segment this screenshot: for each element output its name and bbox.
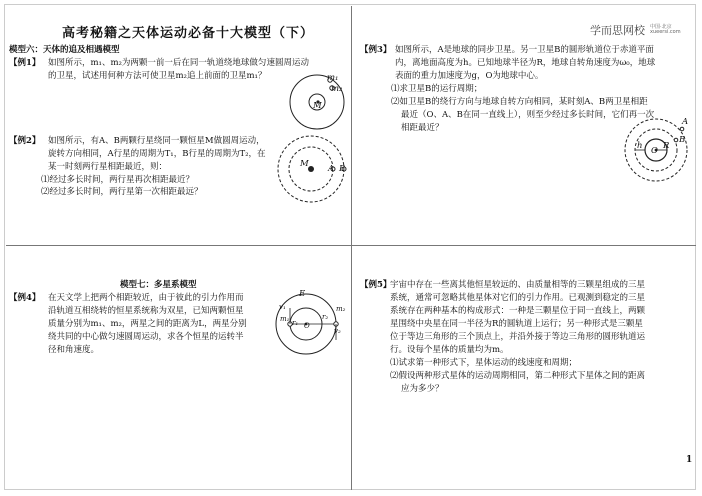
q2-fig-label-A: A xyxy=(328,164,335,174)
q5-text-line-5: 位于等边三角形的三个顶点上，并沿外接于等边三角形的圆形轨道运 xyxy=(390,332,646,342)
q5-label: 【例5】 xyxy=(360,280,392,290)
q3-text-line-3: 表面的重力加速度为g，O为地球中心。 xyxy=(395,71,544,81)
q1-fig-label-m1: m₁ xyxy=(327,73,339,83)
q3-fig-label-A: A xyxy=(682,117,689,127)
q5-subquestion-2-line-2: 应为多少？ xyxy=(401,384,444,394)
q4-label: 【例4】 xyxy=(9,293,41,303)
q3-text-line-1: 如图所示，A是地球的同步卫星。另一卫星B的圆形轨道位于赤道平面 xyxy=(395,45,654,55)
q5-text-line-6: 行。设每个星体的质量均为m。 xyxy=(390,345,509,355)
q5-text-line-3: 系统存在两种基本的构成形式：一种是三颗星位于同一直线上，两颗 xyxy=(390,306,646,316)
q4-text-line-3: 质量分别为m₁、m₂，两星之间的距离为L，两星分别 xyxy=(48,319,247,329)
q4-text-line-2: 沿轨道互相绕转的恒星系统称为双星，已知两颗恒星 xyxy=(48,306,244,316)
q2-fig-label-B: B xyxy=(339,164,346,174)
q3-label: 【例3】 xyxy=(360,45,392,55)
q4-fig-label-r2: r₂ xyxy=(322,313,329,321)
q2-label: 【例2】 xyxy=(9,136,41,146)
q3-fig-label-B: B xyxy=(679,135,686,145)
q3-subquestion-2-line-2: 最近（O、A、B在同一直线上），则至少经过多长时间，它们再一次 xyxy=(401,110,655,120)
vertical-divider xyxy=(351,6,352,490)
q2-subquestion-1: ⑴经过多长时间，两行星再次相距最近？ xyxy=(41,175,195,185)
page-number: 1 xyxy=(686,455,693,465)
q3-subquestion-2-line-1: ⑵如卫星B的绕行方向与地球自转方向相同，某时刻A、B两卫星相距 xyxy=(391,97,648,107)
q2-subquestion-2: ⑵经过多长时间，两行星第一次相距最远？ xyxy=(41,187,203,197)
q4-fig-label-m1: m₁ xyxy=(280,315,290,323)
q4-text-line-5: 径和角速度。 xyxy=(48,345,100,355)
q2-fig-label-M: M xyxy=(300,159,309,169)
q2-text-line-3: 某一时刻两行星相距最近，则： xyxy=(48,162,168,172)
q4-fig-label-m2: m₂ xyxy=(336,305,346,313)
q1-section-heading: 模型六：天体的追及相遇模型 xyxy=(9,45,120,55)
q5-text-line-4: 星围绕中央星在同一半径为R的圆轨道上运行；另一种形式是三颗星 xyxy=(390,319,643,329)
q1-text-line-1: 如图所示，m₁、m₂为两颗一前一后在同一轨道绕地球做匀速圆周运动 xyxy=(48,58,309,68)
q1-label: 【例1】 xyxy=(9,58,41,68)
q3-fig-label-R: R xyxy=(663,141,670,151)
q3-fig-label-h: h xyxy=(637,141,643,151)
q3-text-line-2: 内，离地面高度为h。已知地球半径为R，地球自转角速度为ω₀，地球 xyxy=(395,58,656,68)
q2-text-line-2: 旋转方向相同，A行星的周期为T₁，B行星的周期为T₂，在 xyxy=(48,149,266,159)
q4-text-line-4: 绕共同的中心做匀速圆周运动，求各个恒星的运转半 xyxy=(48,332,244,342)
q4-section-heading: 模型七：多星系模型 xyxy=(120,280,197,290)
q4-fig-label-O: O xyxy=(304,322,310,330)
q1-text-line-2: 的卫星，试述用何种方法可使卫星m₂追上前面的卫星m₁？ xyxy=(48,71,267,81)
q4-fig-label-E: E xyxy=(299,289,306,299)
q1-fig-label-M: M xyxy=(313,101,322,111)
page-title: 高考秘籍之天体运动必备十大模型（下） xyxy=(62,26,315,41)
q4-fig-label-v2: v₂ xyxy=(334,327,341,335)
q1-fig-label-m2: m₂ xyxy=(331,84,343,94)
q4-binary-star-figure xyxy=(276,286,344,362)
q5-text-line-2: 系统，通常可忽略其他星体对它们的引力作用。已观测到稳定的三星 xyxy=(390,293,646,303)
q3-subquestion-1: ⑴求卫星B的运行周期； xyxy=(391,84,483,94)
horizontal-divider xyxy=(6,245,696,246)
q2-orbit-figure xyxy=(276,134,346,204)
q5-text-line-1: 宇宙中存在一些离其他恒星较远的、由质量相等的三颗星组成的三星 xyxy=(390,280,646,290)
q4-fig-label-r1: r₁ xyxy=(292,319,299,327)
logo-text: 学而思网校 xyxy=(590,24,645,37)
q2-text-line-1: 如图所示，有A、B两颗行星绕同一颗恒星M做圆周运动， xyxy=(48,136,265,146)
logo-subtext-1: 中国·北京 xyxy=(650,24,672,30)
logo-subtext-2: xueersi.com xyxy=(650,29,681,35)
q3-fig-label-O: O xyxy=(651,146,658,156)
q3-subquestion-2-line-3: 相距最近？ xyxy=(401,123,444,133)
q4-text-line-1: 在天文学上把两个相距较近，由于彼此的引力作用而 xyxy=(48,293,244,303)
q4-fig-label-v1: v₁ xyxy=(279,303,286,311)
q5-subquestion-2-line-1: ⑵假设两种形式星体的运动周期相同，第二种形式下星体之间的距离 xyxy=(390,371,646,381)
q5-subquestion-1: ⑴试求第一种形式下，星体运动的线速度和周期； xyxy=(390,358,578,368)
